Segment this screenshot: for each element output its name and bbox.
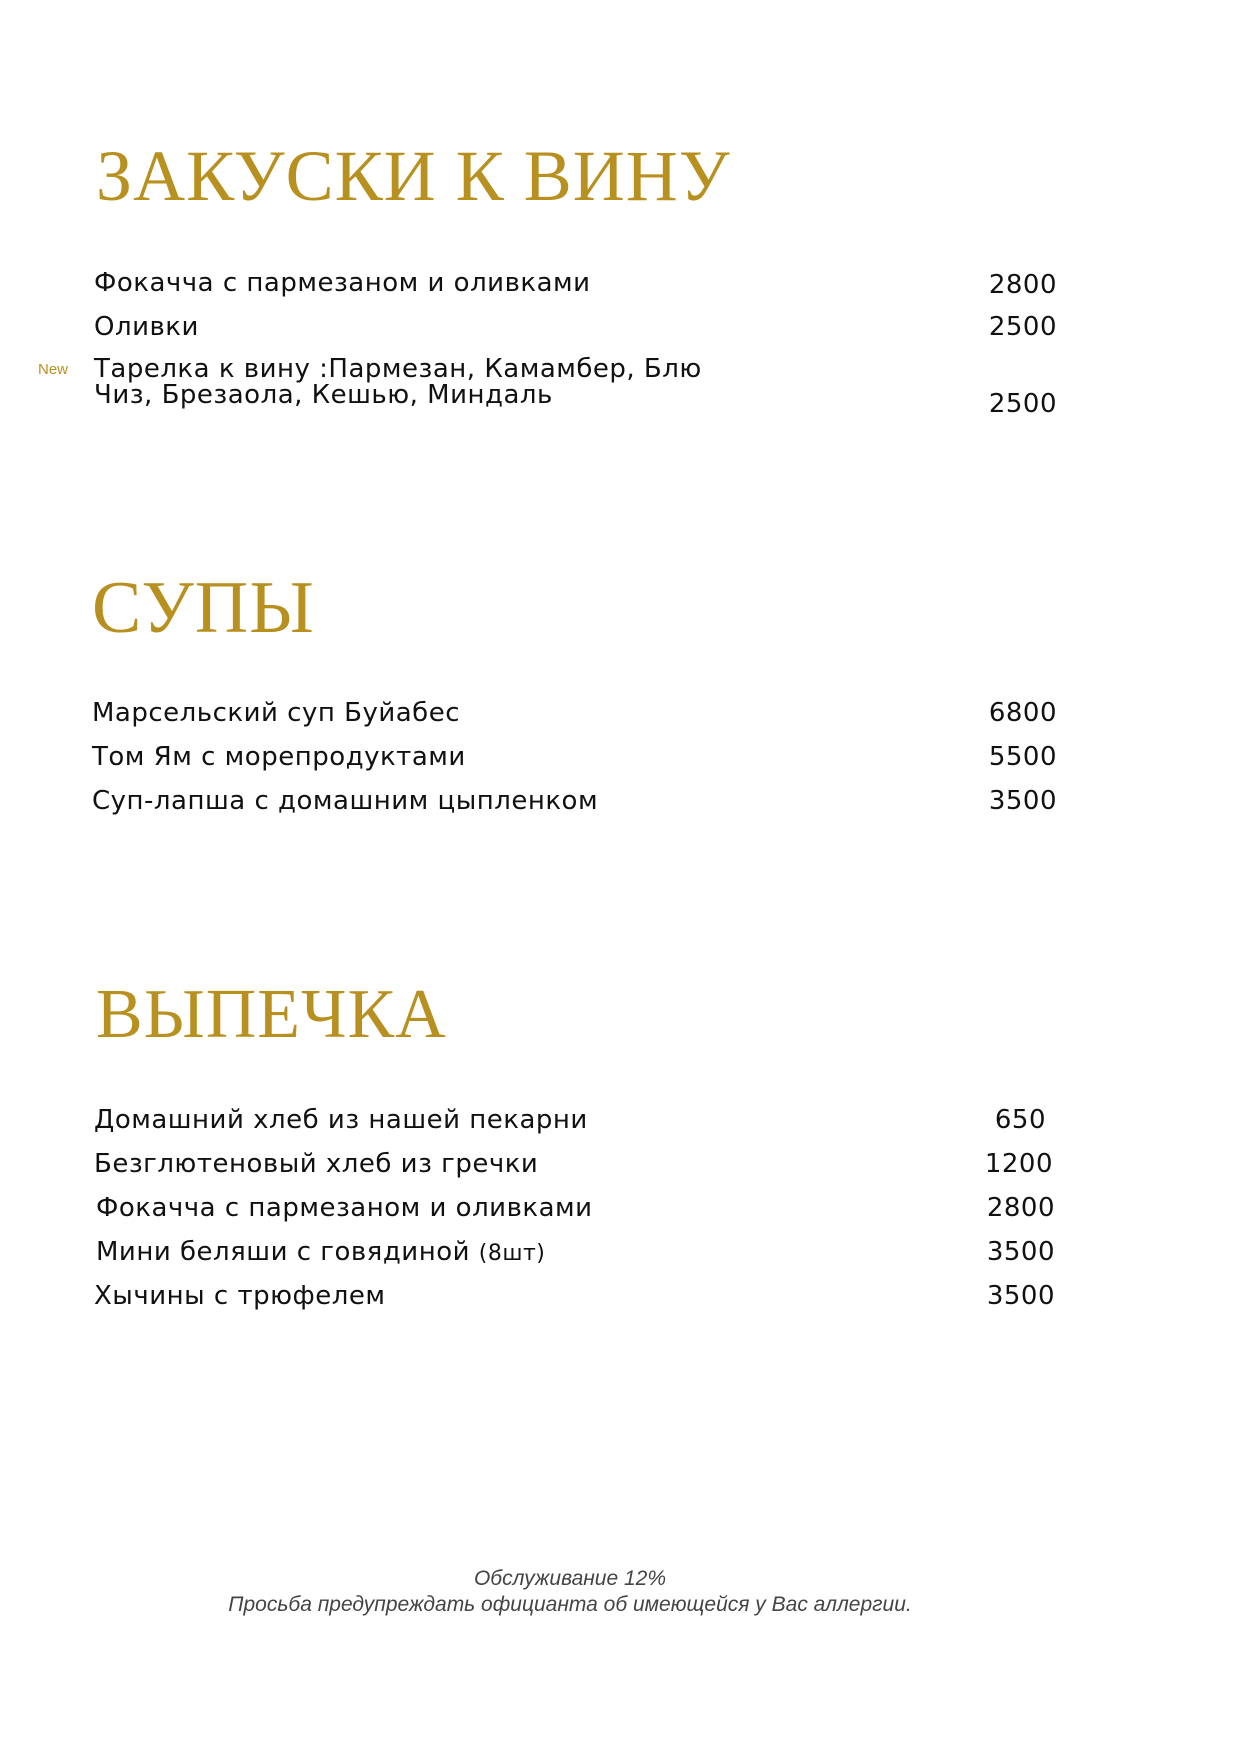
menu-item-name bbox=[96, 1239, 545, 1265]
menu-item-name: Безглютеновый хлеб из гречки bbox=[94, 1149, 539, 1179]
menu-item-name bbox=[94, 356, 734, 408]
menu-item-name-line: Чиз, Брезаола, Кешью, Миндаль bbox=[94, 380, 553, 410]
footer-service-charge: Обслуживание 12% bbox=[473, 1567, 667, 1590]
menu-item-name: Том Ям с морепродуктами bbox=[92, 742, 466, 772]
menu-item-name-text: Мини беляши с говядиной bbox=[96, 1237, 471, 1267]
menu-item-name: Хычины с трюфелем bbox=[94, 1281, 386, 1311]
menu-item-price: 3500 bbox=[988, 786, 1057, 816]
menu-item-price: 3500 bbox=[986, 1281, 1055, 1311]
menu-item-price: 2500 bbox=[988, 312, 1057, 342]
menu-item-price: 5500 bbox=[988, 742, 1057, 772]
section-title-bakery: ВЫПЕЧКА bbox=[96, 976, 447, 1053]
menu-item-price: 2800 bbox=[986, 1193, 1055, 1223]
menu-item-name: Суп-лапша с домашним цыпленком bbox=[92, 786, 599, 816]
menu-item-price: 2500 bbox=[988, 389, 1057, 419]
menu-item-price: 2800 bbox=[988, 270, 1057, 300]
new-badge: New bbox=[38, 361, 69, 378]
footer-allergy-note: Просьба предупреждать официанта об имеющейся у Вас аллергии. bbox=[228, 1593, 912, 1616]
menu-item-name: Фокачча с пармезаном и оливками bbox=[96, 1193, 593, 1223]
menu-item-name-line: Тарелка к вину :Пармезан, Камамбер, Блю bbox=[94, 354, 702, 384]
menu-item-price: 1200 bbox=[984, 1149, 1053, 1179]
menu-item-name: Домашний хлеб из нашей пекарни bbox=[94, 1105, 588, 1135]
section-title-wine-snacks: ЗАКУСКИ К ВИНУ bbox=[96, 136, 731, 216]
menu-item-name: Фокачча с пармезаном и оливками bbox=[94, 268, 591, 298]
menu-item-price: 3500 bbox=[986, 1237, 1055, 1267]
menu-item-name: Оливки bbox=[94, 312, 199, 342]
menu-item-note: (8шт) bbox=[478, 1241, 546, 1266]
menu-item-price: 650 bbox=[994, 1105, 1046, 1135]
section-title-soups: СУПЫ bbox=[92, 567, 315, 649]
menu-item-price: 6800 bbox=[988, 698, 1057, 728]
menu-item-name: Марсельский суп Буйабес bbox=[92, 698, 460, 728]
